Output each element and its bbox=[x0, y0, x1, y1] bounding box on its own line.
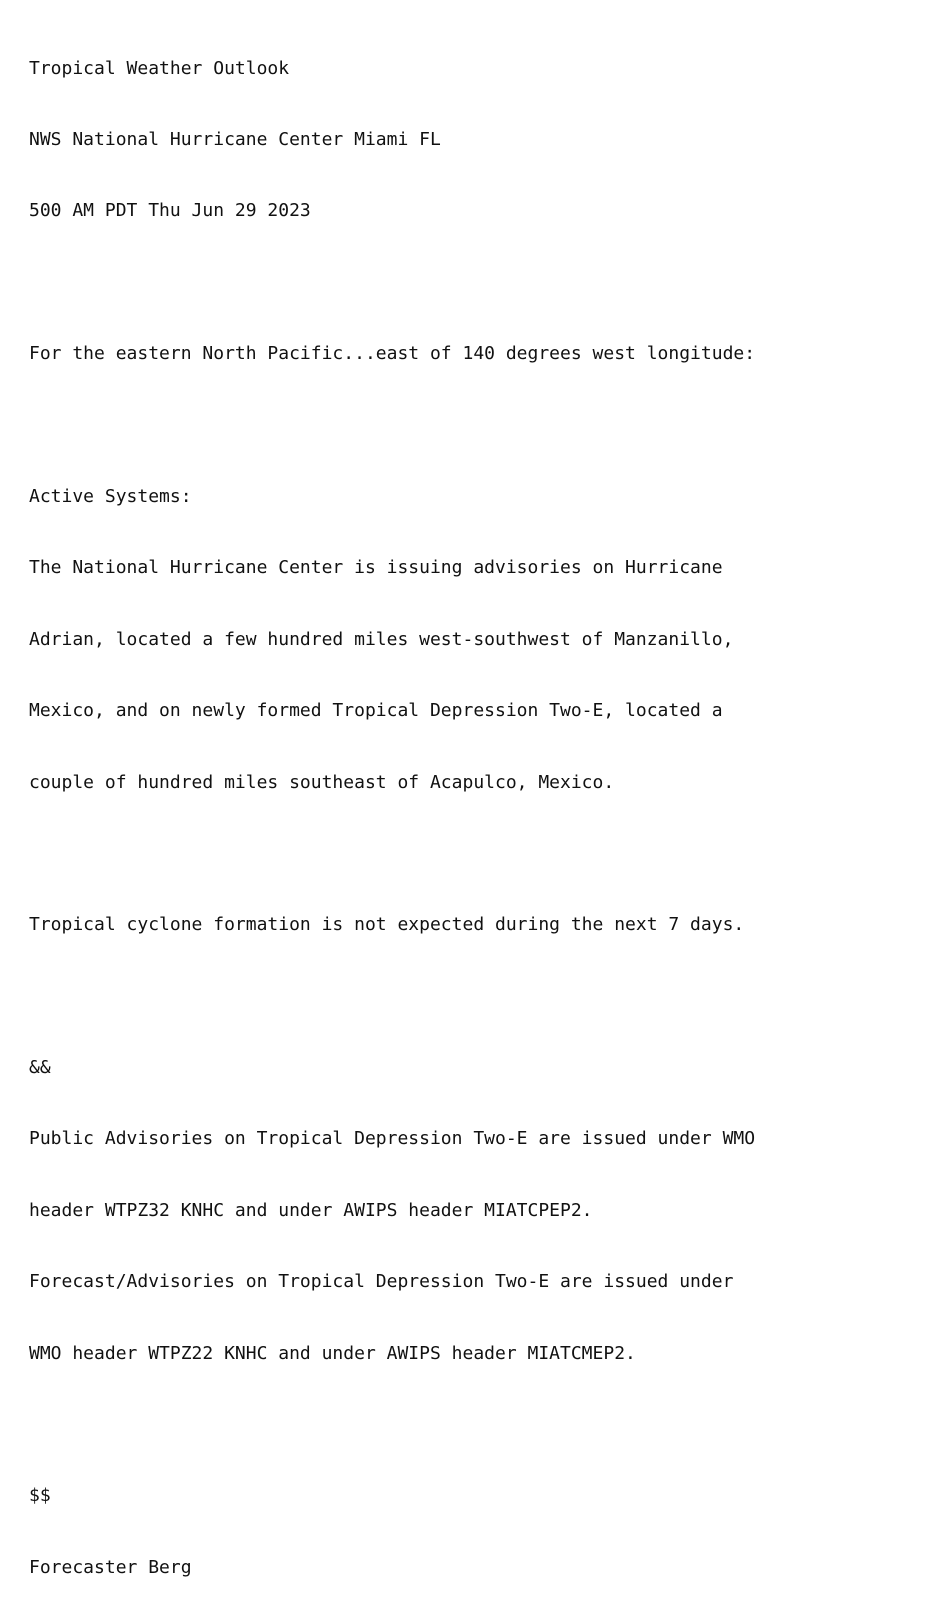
advisory-line: Forecast/Advisories on Tropical Depression Two-E are issued under bbox=[29, 1271, 734, 1293]
active-systems-line: Adrian, located a few hundred miles west-southwest of Manzanillo, bbox=[29, 628, 734, 650]
blank-line bbox=[29, 1413, 944, 1437]
blank-line bbox=[29, 271, 944, 295]
active-systems-line: The National Hurricane Center is issuing advisories on Hurricane bbox=[29, 557, 723, 579]
blank-line bbox=[29, 842, 944, 866]
formation-statement: Tropical cyclone formation is not expected during the next 7 days. bbox=[29, 914, 745, 936]
blank-line bbox=[29, 985, 944, 1009]
issuing-office: NWS National Hurricane Center Miami FL bbox=[29, 128, 441, 150]
active-systems-line: Mexico, and on newly formed Tropical Depression Two-E, located a bbox=[29, 700, 723, 722]
issue-time: 500 AM PDT Thu Jun 29 2023 bbox=[29, 200, 311, 222]
advisory-line: header WTPZ32 KNHC and under AWIPS header MIATCPEP2. bbox=[29, 1199, 593, 1221]
advisory-line: WMO header WTPZ22 KNHC and under AWIPS header MIATCMEP2. bbox=[29, 1342, 636, 1364]
outlook-text bbox=[29, 9, 944, 1603]
section-separator: && bbox=[29, 1057, 51, 1079]
region-statement: For the eastern North Pacific...east of 140 degrees west longitude: bbox=[29, 343, 756, 365]
end-marker: $$ bbox=[29, 1485, 51, 1507]
forecaster-signature: Forecaster Berg bbox=[29, 1556, 192, 1578]
advisory-line: Public Advisories on Tropical Depression Two-E are issued under WMO bbox=[29, 1128, 756, 1150]
product-title: Tropical Weather Outlook bbox=[29, 57, 290, 79]
active-systems-line: couple of hundred miles southeast of Acapulco, Mexico. bbox=[29, 771, 615, 793]
active-systems-heading: Active Systems: bbox=[29, 485, 192, 507]
blank-line bbox=[29, 414, 944, 438]
